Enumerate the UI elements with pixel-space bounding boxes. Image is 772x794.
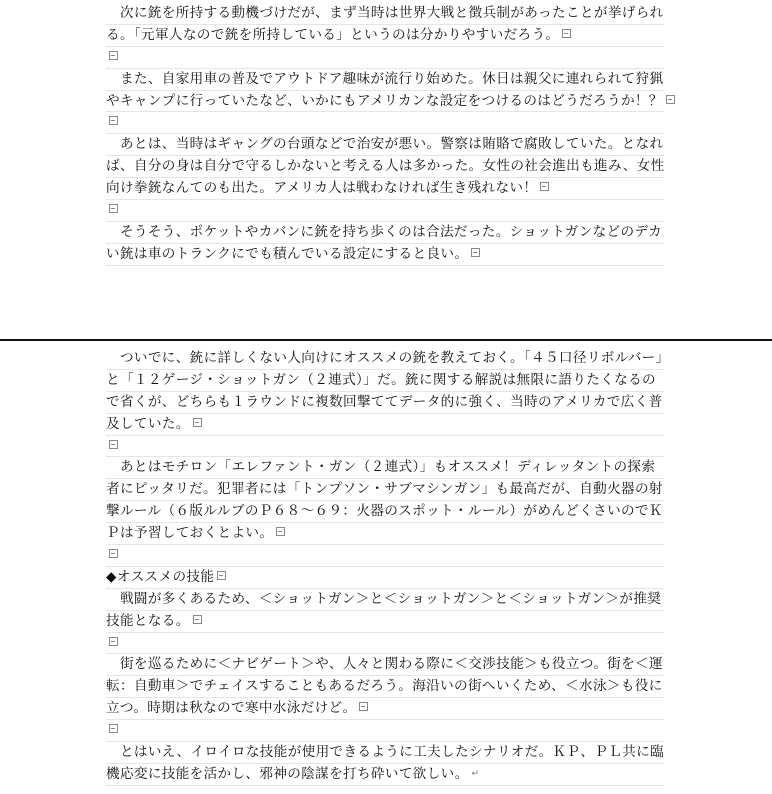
paragraph-mark-icon	[193, 418, 202, 427]
text-line: 及していた。	[106, 414, 664, 436]
text-line: 転：自動車＞でチェイスすることもあるだろう。海沿いの街へいくため、＜水泳＞も役に	[106, 676, 664, 698]
text-line: やキャンプに行っていたなど、いかにもアメリカンな設定をつけるのはどうだろうか！？	[106, 91, 664, 113]
paragraph-mark-icon	[109, 51, 118, 60]
paragraph-mark-icon	[109, 204, 118, 213]
document-page-top	[0, 0, 772, 338]
text-line: とはいえ、イロイロな技能が使用できるように工夫したシナリオだ。ＫＰ、ＰＬ共に臨	[106, 742, 664, 764]
paragraph-mark-icon	[193, 615, 202, 624]
document-page-bottom	[0, 342, 772, 794]
paragraph-mark-icon	[109, 724, 118, 733]
text-line: 撃ルール（６版ルルブのＰ６８～６９：火器のスポット・ルール）がめんどくさいのでＫ	[106, 501, 664, 523]
text-line: 向け拳銃なんてのも出た。アメリカ人は戦わなければ生き残れない！	[106, 178, 664, 200]
text-line: 機応変に技能を活かし、邪神の陰謀を打ち砕いて欲しい。↵	[106, 764, 664, 786]
blank-line	[106, 200, 664, 222]
paragraph-mark-icon	[359, 702, 368, 711]
text-line: あとは、当時はギャングの台頭などで治安が悪い。警察は賄賂で腐敗していた。となれ	[106, 134, 664, 156]
paragraph-mark-icon	[666, 95, 675, 104]
paragraph-mark-icon	[562, 29, 571, 38]
text-line: る。「元軍人なので銃を所持している」というのは分かりやすいだろう。	[106, 25, 664, 47]
page-top-text	[106, 3, 664, 266]
section-heading: ◆オススメの技能	[106, 567, 664, 589]
text-line: 街を巡るために＜ナビゲート＞や、人々と関わる際に＜交渉技能＞も役立つ。街を＜運	[106, 654, 664, 676]
paragraph-mark-icon	[109, 637, 118, 646]
text-line: 次に銃を所持する動機づけだが、まず当時は世界大戦と徴兵制があったことが挙げられ	[106, 3, 664, 25]
paragraph-mark-icon	[276, 527, 285, 536]
text-line: Ｐは予習しておくとよい。	[106, 523, 664, 545]
text-line: と「１２ゲージ・ショットガン（２連式）」だ。銃に関する解説は無限に語りたくなるの	[106, 370, 664, 392]
text-line: ば、自分の身は自分で守るしかないと考える人は多かった。女性の社会進出も進み、女性	[106, 156, 664, 178]
text-line: 者にピッタリだ。犯罪者には「トンプソン・サブマシンガン」も最高だが、自動火器の射	[106, 479, 664, 501]
blank-line	[106, 633, 664, 655]
text-line: 技能となる。	[106, 611, 664, 633]
text-line: い銃は車のトランクにでも積んでいる設定にすると良い。	[106, 244, 664, 266]
blank-line	[106, 436, 664, 458]
text-line: 立つ。時期は秋なので寒中水泳だけど。	[106, 698, 664, 720]
blank-line	[106, 47, 664, 69]
paragraph-mark-icon	[109, 440, 118, 449]
text-line: あとはモチロン「エレファント・ガン（２連式）」もオススメ！ディレッタントの探索	[106, 457, 664, 479]
blank-line	[106, 720, 664, 742]
paragraph-mark-icon	[471, 248, 480, 257]
paragraph-mark-icon	[109, 116, 118, 125]
paragraph-mark-icon	[109, 549, 118, 558]
text-line: また、自家用車の普及でアウトドア趣味が流行り始めた。休日は親父に連れられて狩猟	[106, 69, 664, 91]
text-line: そうそう、ポケットやカバンに銃を持ち歩くのは合法だった。ショットガンなどのデカ	[106, 222, 664, 244]
paragraph-mark-icon	[217, 571, 226, 580]
return-mark-icon	[472, 770, 480, 777]
blank-line	[106, 545, 664, 567]
paragraph-mark-icon	[540, 182, 549, 191]
text-line: 戦闘が多くあるため、＜ショットガン＞と＜ショットガン＞と＜ショットガン＞が推奨	[106, 589, 664, 611]
page-break-divider	[0, 339, 772, 341]
page-bottom-text	[106, 348, 670, 786]
blank-line	[106, 112, 664, 134]
text-line: で省くが、どちらも１ラウンドに複数回撃ててデータ的に強く、当時のアメリカで広く普	[106, 392, 664, 414]
text-line: ついでに、銃に詳しくない人向けにオススメの銃を教えておく。「４５口径リボルバー」	[106, 348, 664, 370]
